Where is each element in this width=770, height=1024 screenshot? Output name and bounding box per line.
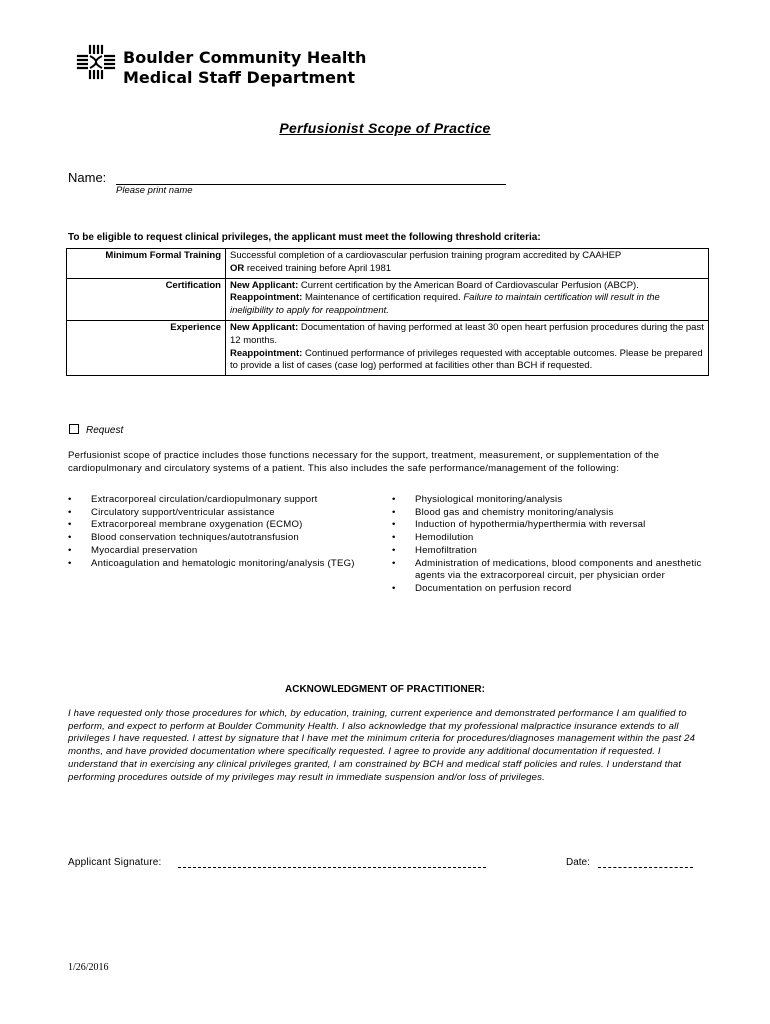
list-item: • Induction of hypothermia/hyperthermia with reversal	[392, 519, 702, 532]
cert-re-text: Maintenance of certification required.	[302, 292, 464, 304]
acknowledgment-body: I have requested only those procedures for which, by education, training, current experience and demonstrated performance I am qualified to perform, and expect to perform at Boulder Community Health. I also acknowledge that my professional malpractice insurance extends to all privileges I have requested. I attest by signature that I have met the minimum criteria for procedures/diagnoses management within the past 24 months, and have provided documentation where specifically requested. I agree to provide any additional documentation if requested. I understand that in exercising any clinical privileges granted, I am constrained by BCH and medical staff policies and rules. I understand that performing procedures outside of my privileges may result in immediate suspension and/or loss of privileges.	[68, 708, 696, 783]
list-item: • Myocardial preservation	[68, 545, 368, 558]
list-item: • Circulatory support/ventricular assistance	[68, 507, 368, 520]
request-label: Request	[86, 425, 124, 436]
list-item: • Hemodilution	[392, 532, 702, 545]
org-name: Boulder Community Health	[123, 48, 367, 67]
scope-intro: Perfusionist scope of practice includes those functions necessary for the support, treatment, measurement, or supplementation of the cardiopulmonary and circulatory systems of a patient. This also includes the safe performance/management of the following:	[68, 450, 660, 474]
cert-new-text: Current certification by the American Board of Cardiovascular Perfusion (ABCP).	[298, 279, 639, 291]
acknowledgment-heading: ACKNOWLEDGMENT OF PRACTITIONER:	[285, 684, 485, 695]
table-row-certification	[67, 278, 709, 320]
cert-new-label: New Applicant:	[230, 279, 299, 291]
cert-re-warning: Failure to maintain certification will result in the ineligibility to apply for reappointment.	[230, 292, 660, 317]
experience-cell	[226, 320, 709, 375]
certification-cell	[226, 278, 709, 320]
table-row-experience	[67, 320, 709, 375]
exp-re-label: Reappointment:	[230, 347, 303, 359]
experience-label: Experience	[67, 320, 226, 375]
training-or: OR	[230, 262, 245, 274]
revision-date: 1/26/2016	[68, 962, 109, 973]
name-label: Name:	[68, 170, 107, 185]
list-item: • Hemofiltration	[392, 545, 702, 558]
certification-label: Certification	[67, 278, 226, 320]
cert-re-label: Reappointment:	[230, 292, 303, 304]
signature-label: Applicant Signature:	[68, 857, 162, 868]
request-option[interactable]	[69, 424, 123, 436]
training-label: Minimum Formal Training	[67, 249, 226, 279]
list-item: • Administration of medications, blood components and anesthetic agents via the extracorporeal circuit, per physician order	[392, 558, 702, 583]
training-alt: received training before April 1981	[244, 262, 392, 274]
exp-new-text: Documentation of having performed at least 30 open heart perfusion procedures during the past 12 months.	[230, 321, 704, 346]
exp-new-label: New Applicant:	[230, 321, 299, 333]
criteria-heading: To be eligible to request clinical privileges, the applicant must meet the following threshold criteria:	[68, 232, 541, 243]
request-checkbox[interactable]	[69, 424, 79, 434]
date-field[interactable]	[598, 867, 693, 868]
signature-field[interactable]	[178, 867, 486, 868]
list-item: • Blood conservation techniques/autotransfusion	[68, 532, 368, 545]
requirements-table	[66, 248, 709, 376]
date-label: Date:	[566, 857, 590, 868]
exp-re-text: Continued performance of privileges requested with acceptable outcomes. Please be prepared to provide a list of cases (case log) performed at facilities other than BCH if requested.	[230, 347, 703, 372]
list-item: • Extracorporeal membrane oxygenation (ECMO)	[68, 519, 368, 532]
list-item: • Extracorporeal circulation/cardiopulmonary support	[68, 494, 368, 507]
list-item: • Blood gas and chemistry monitoring/analysis	[392, 507, 702, 520]
services-list-left	[68, 494, 368, 570]
page-title: Perfusionist Scope of Practice	[279, 120, 491, 136]
training-cell	[226, 249, 709, 279]
list-item: • Documentation on perfusion record	[392, 583, 702, 596]
department-name: Medical Staff Department	[123, 68, 356, 87]
bch-logo-icon	[76, 44, 116, 80]
list-item: • Anticoagulation and hematologic monitoring/analysis (TEG)	[68, 558, 368, 571]
table-row-training	[67, 249, 709, 279]
training-text: Successful completion of a cardiovascular perfusion training program accredited by CAAHEP	[230, 250, 622, 261]
list-item: • Physiological monitoring/analysis	[392, 494, 702, 507]
services-list-right	[392, 494, 702, 596]
name-hint: Please print name	[116, 185, 193, 196]
